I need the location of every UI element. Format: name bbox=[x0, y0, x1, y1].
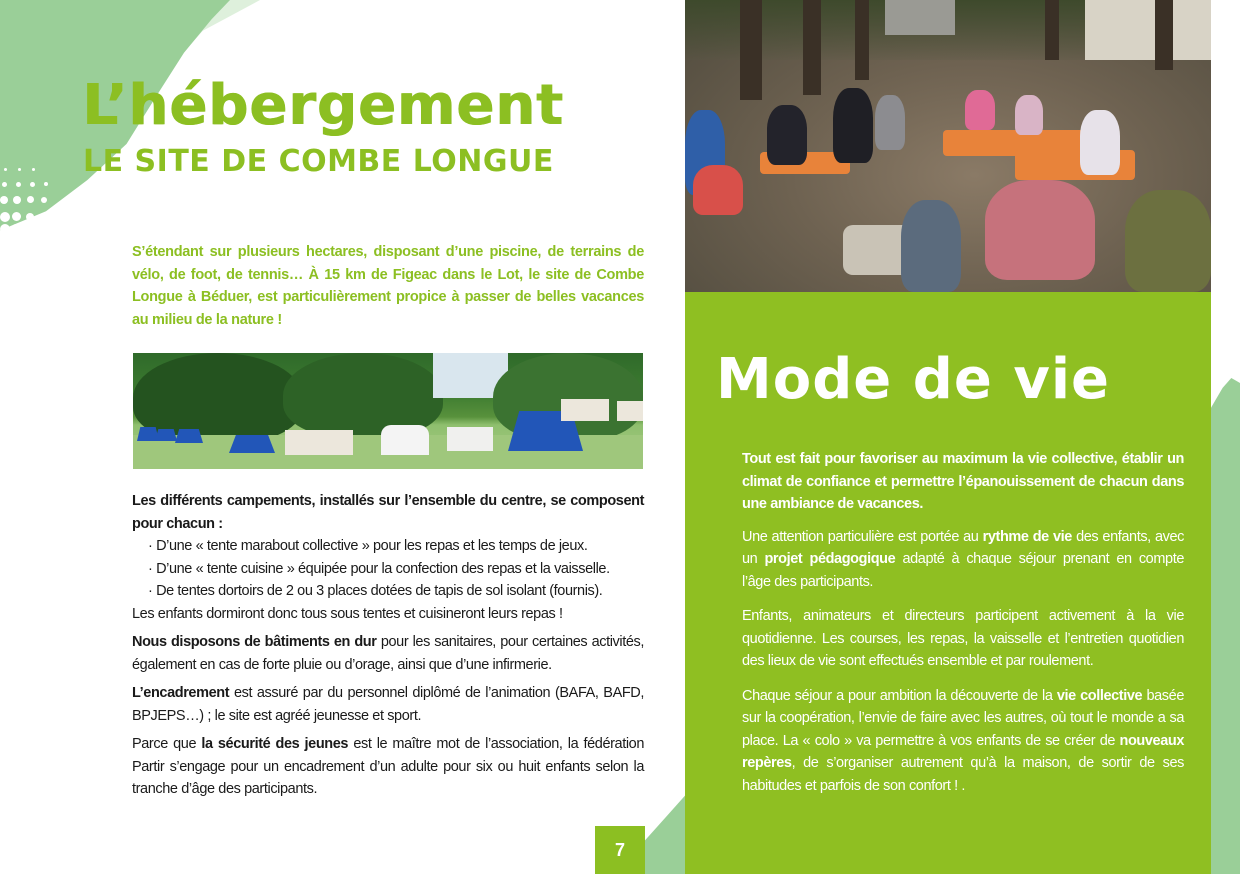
page-number: 7 bbox=[595, 826, 645, 874]
encadrement-paragraph bbox=[132, 682, 644, 727]
text: basée sur la coopération, l’envie de faire avec les autres, où tout le monde a sa place. La « colo » va permettre à vos enfants de se créer de bbox=[742, 687, 1184, 749]
projet-pedagogique-bold: projet pédagogique bbox=[764, 551, 896, 567]
securite-paragraph bbox=[132, 733, 644, 801]
text: adapté à chaque séjour prenant en compte l’âge des participants. bbox=[742, 551, 1184, 590]
campements-closing: Les enfants dormiront donc tous sous tentes et cuisineront leurs repas ! bbox=[132, 605, 563, 622]
securite-text: est le maître mot de l’association, la fédération Partir s’engage pour un encadrement d’un adulte pour six ou huit enfants selon la tranche d’âge des participants. bbox=[132, 736, 644, 797]
text: Une attention particulière est portée au bbox=[742, 528, 983, 545]
mode-de-vie-text bbox=[742, 448, 1184, 809]
vie-collective-bold: vie collective bbox=[1056, 687, 1143, 704]
batiments-paragraph bbox=[132, 631, 644, 676]
campements-lead: Les différents campements, installés sur l’ensemble du centre, se composent pour chacun : bbox=[132, 493, 644, 532]
children-reading-photo bbox=[685, 0, 1211, 292]
intro-paragraph: S’étendant sur plusieurs hectares, disposant d’une piscine, de terrains de vélo, de foot, de tennis… À 15 km de Figeac dans le Lot, le site de Combe Longue à Béduer, est particulièrement propice à passer de belles vacances au milieu de la nature ! bbox=[132, 244, 644, 328]
list-item: · D’une « tente cuisine » équipée pour la confection des repas et la vaisselle. bbox=[132, 558, 644, 581]
lead-paragraph: Tout est fait pour favoriser au maximum la vie collective, établir un climat de confiance et permettre l’épanouissement de chacun dans une ambiance de vacances. bbox=[742, 451, 1184, 512]
page-title: L’hébergement bbox=[82, 73, 564, 138]
accommodation-details bbox=[132, 490, 644, 807]
campsite-tents-photo bbox=[133, 353, 643, 469]
paint-splash-right-edge bbox=[1211, 378, 1240, 874]
rythme-paragraph bbox=[742, 526, 1184, 594]
securite-before: Parce que bbox=[132, 736, 202, 752]
rythme-de-vie-bold: rythme de vie bbox=[982, 528, 1072, 545]
list-item: · D’une « tente marabout collective » pour les repas et les temps de jeux. bbox=[132, 535, 644, 558]
batiments-bold: Nous disposons de bâtiments en dur bbox=[132, 634, 377, 650]
vie-collective-paragraph bbox=[742, 685, 1184, 798]
text: , de s’organiser autrement qu’à la maison, de sortir de ses habitudes et parfois de son confort ! . bbox=[742, 755, 1184, 794]
batiments-text: pour les sanitaires, pour certaines activités, également en cas de forte pluie ou d’orage, ainsi que d’une infirmerie. bbox=[132, 634, 644, 673]
page-subtitle: LE SITE DE COMBE LONGUE bbox=[83, 144, 554, 179]
section-title: Mode de vie bbox=[716, 347, 1111, 412]
securite-bold: la sécurité des jeunes bbox=[201, 736, 349, 752]
encadrement-text: est assuré par du personnel diplômé de l’animation (BAFA, BAFD, BPJEPS…) ; le site est agréé jeunesse et sport. bbox=[132, 685, 644, 724]
nouveaux-reperes-bold: nouveaux repères bbox=[742, 732, 1184, 771]
text: des enfants, avec un bbox=[742, 528, 1184, 567]
vie-quotidienne-paragraph: Enfants, animateurs et directeurs participent activement à la vie quotidienne. Les courses, les repas, la vaisselle et l’entretien quotidien des lieux de vie sont effectués ensemble et par roulement. bbox=[742, 608, 1184, 669]
list-item: · De tentes dortoirs de 2 ou 3 places dotées de tapis de sol isolant (fournis). bbox=[132, 580, 644, 603]
encadrement-bold: L’encadrement bbox=[132, 685, 230, 701]
halftone-dots-decoration bbox=[0, 160, 80, 240]
text: Chaque séjour a pour ambition la découverte de la bbox=[742, 687, 1057, 704]
